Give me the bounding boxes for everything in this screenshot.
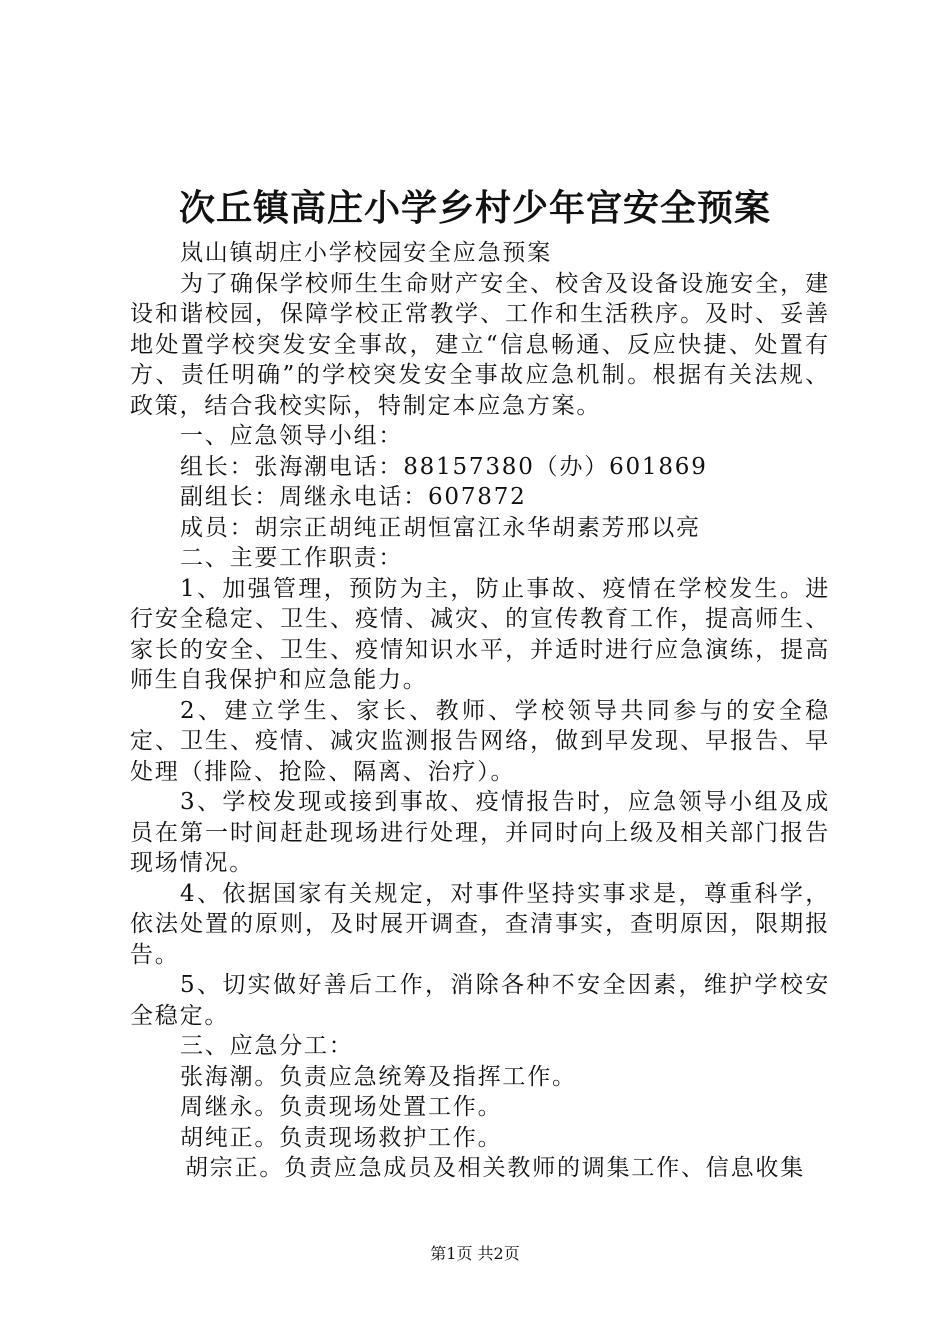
document-body: [130, 238, 830, 1184]
duty-item-5: 5、切实做好善后工作，消除各种不安全因素，维护学校安全稳定。: [130, 972, 830, 1029]
section-heading-leadership: 一、应急领导小组：: [180, 423, 404, 449]
duty-item-3: 3、学校发现或接到事故、疫情报告时，应急领导小组及成员在第一时间赶赴现场进行处理，并同时向上级及相关部门报告现场情况。: [130, 789, 830, 876]
division-item-3: 胡纯正。负责现场救护工作。: [180, 1124, 503, 1151]
document-title: 次丘镇高庄小学乡村少年宫安全预案: [178, 187, 771, 229]
division-item-1: 张海潮。负责应急统筹及指挥工作。: [180, 1063, 577, 1090]
duty-item-1: 1、加强管理，预防为主，防止事故、疫情在学校发生。进行安全稳定、卫生、疫情、减灾、的宣传教育工作，提高师生、家长的安全、卫生、疫情知识水平，并适时进行应急演练，提高师生自我保护和应急能力。: [130, 575, 830, 693]
duty-item-2: 2、建立学生、家长、教师、学校领导共同参与的安全稳定、卫生、疫情、减灾监测报告网络，做到早发现、早报告、早处理（排险、抢险、隔离、治疗）。: [130, 697, 830, 785]
section-heading-duties: 二、主要工作职责：: [180, 545, 404, 571]
division-item-4: 胡宗正。负责应急成员及相关教师的调集工作、信息收集: [185, 1155, 805, 1181]
duty-item-4: 4、依据国家有关规定，对事件坚持实事求是，尊重科学，依法处置的原则，及时展开调查，查清事实，查明原因，限期报告。: [130, 880, 830, 968]
paragraph-intro: 为了确保学校师生生命财产安全、校舍及设备设施安全，建设和谐校园，保障学校正常教学、工作和生活秩序。及时、妥善地处置学校突发安全事故，建立“信息畅通、反应快捷、处置有方、责任明确”的学校突发安全事故应急机制。根据有关法规、政策，结合我校实际，特制定本应急方案。: [130, 270, 830, 419]
leader-line: 组长：张海潮电话：88157380（办）601869: [180, 453, 708, 480]
section-heading-division: 三、应急分工：: [180, 1033, 354, 1059]
division-item-2: 周继永。负责现场处置工作。: [180, 1094, 503, 1120]
document-subtitle: 岚山镇胡庄小学校园安全应急预案: [180, 240, 552, 266]
members-line: 成员：胡宗正胡纯正胡恒富江永华胡素芳邢以亮: [180, 514, 701, 541]
deputy-leader-line: 副组长：周继永电话：607872: [180, 484, 527, 510]
page-indicator: 第1页 共2页: [430, 1244, 520, 1263]
